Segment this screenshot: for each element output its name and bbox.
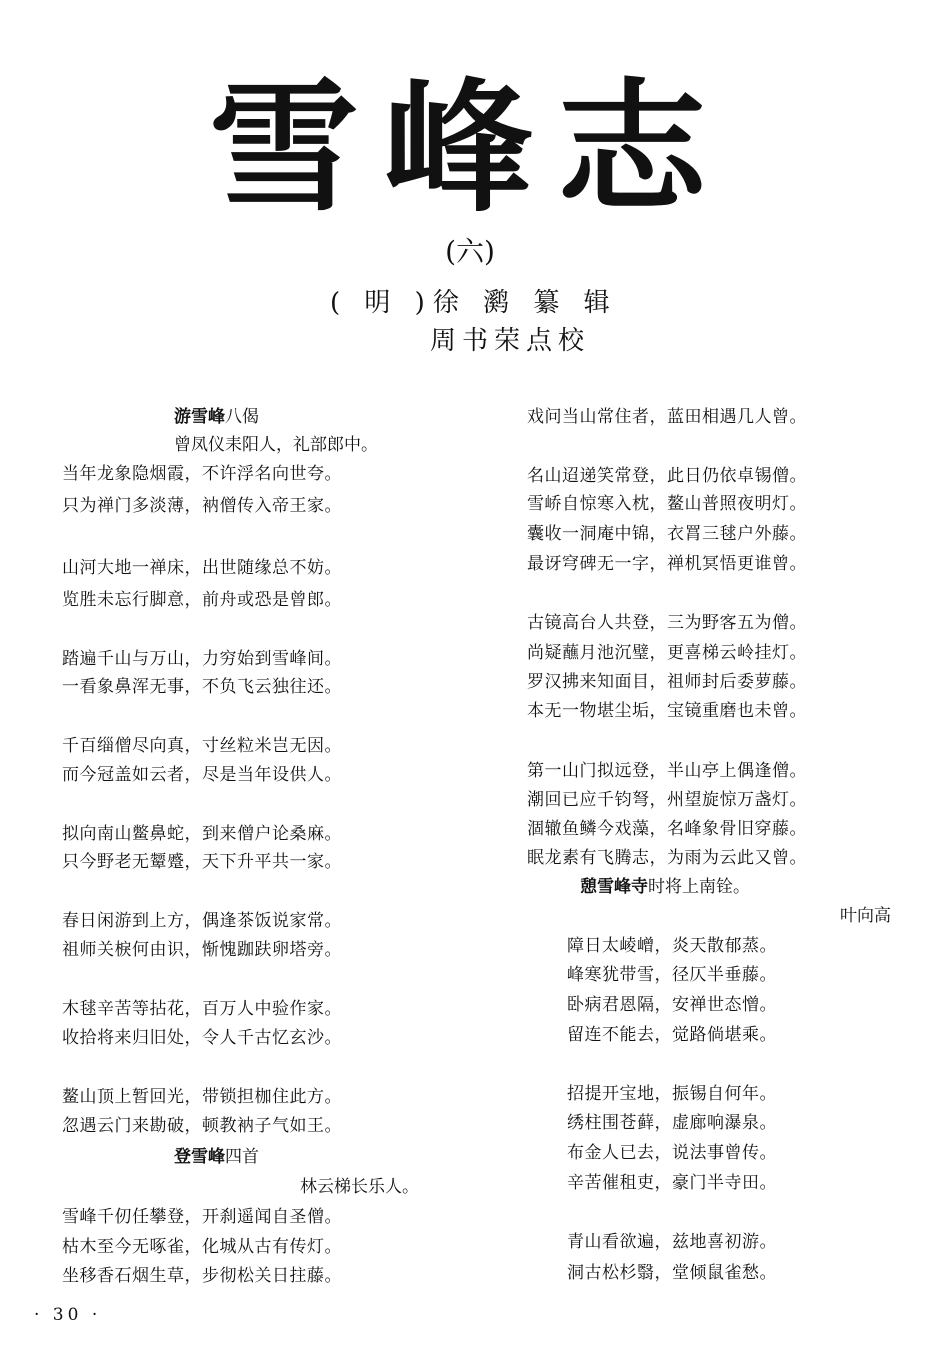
section-heading-qi-xuefeng-si: [580, 876, 750, 898]
section-heading-subtitle: 八偈: [225, 407, 259, 427]
verse-line: 峰寒犹带雪，径仄半垂藤。: [567, 965, 777, 985]
verse-line: 最讶穹碑无一字，禅机冥悟更谁曾。: [527, 554, 807, 574]
verse-line: 雪峤自惊寒入枕，鳌山普照夜明灯。: [527, 494, 807, 514]
verse-line: 雪峰千仞任攀登，开刹遥闻自圣僧。: [62, 1207, 342, 1227]
verse-line: 只为禅门多淡薄，衲僧传入帝王家。: [62, 496, 342, 516]
verse-line: 古镜高台人共登，三为野客五为僧。: [527, 613, 807, 633]
verse-line: 收拾将来归旧处，令人千古忆玄沙。: [62, 1028, 342, 1048]
verse-line: 木毬辛苦等拈花，百万人中验作家。: [62, 999, 342, 1019]
verse-line: 踏遍千山与万山，力穷始到雪峰间。: [62, 649, 342, 669]
verse-line: 眠龙素有飞腾志，为雨为云此又曾。: [527, 848, 807, 868]
section-heading-subtitle: 时将上南铨。: [648, 877, 750, 897]
verse-line: 春日闲游到上方，偶逢茶饭说家常。: [62, 911, 342, 931]
section-heading-subtitle: 四首: [225, 1147, 259, 1167]
verse-line: 名山迢递笑常登，此日仍依卓锡僧。: [527, 466, 807, 486]
verse-line: 绣柱围苍藓，虚廊响瀑泉。: [567, 1113, 777, 1133]
verse-line: 戏问当山常住者，蓝田相遇几人曾。: [527, 407, 807, 427]
verse-line: 涸辙鱼鳞今戏藻，名峰象骨旧穿藤。: [527, 819, 807, 839]
verse-line: 第一山门拟远登，半山亭上偶逢僧。: [527, 761, 807, 781]
editor-credit: 周书荣点校: [430, 326, 591, 356]
compiler-credit: ( 明 )徐 㶉 纂 辑: [330, 288, 618, 318]
verse-line: 招提开宝地，振锡自何年。: [567, 1084, 777, 1104]
section-heading-title: 憩雪峰寺: [580, 877, 648, 897]
verse-line: 辛苦催租吏，豪门半寺田。: [567, 1173, 777, 1193]
section-heading-you-xuefeng: [174, 406, 259, 428]
verse-line: 只今野老无颦蹙，天下升平共一家。: [62, 852, 342, 872]
verse-line: 青山看欲遍，兹地喜初游。: [567, 1232, 777, 1252]
verse-line: 鳌山顶上暂回光，带锁担枷住此方。: [62, 1087, 342, 1107]
verse-line: 枯木至今无啄雀，化城从古有传灯。: [62, 1237, 342, 1257]
verse-line: 卧病君恩隔，安禅世态憎。: [567, 995, 777, 1015]
page-title: 雪峰志: [208, 64, 731, 232]
author-line: 林云梯长乐人。: [300, 1177, 419, 1197]
author-line: 曾凤仪耒阳人，礼部郎中。: [174, 435, 378, 455]
section-heading-deng-xuefeng: [174, 1146, 259, 1168]
section-heading-title: 游雪峰: [174, 407, 225, 427]
verse-line: 一看象鼻浑无事，不负飞云独往还。: [62, 677, 342, 697]
verse-line: 祖师关棙何由识，惭愧跏趺卵塔旁。: [62, 940, 342, 960]
verse-line: 罗汉拂来知面目，祖师封后委萝藤。: [527, 672, 807, 692]
author-line: 叶向高: [840, 906, 891, 926]
verse-line: 千百缁僧尽向真，寸丝粒米岂无因。: [62, 736, 342, 756]
section-heading-title: 登雪峰: [174, 1147, 225, 1167]
verse-line: 览胜未忘行脚意，前舟或恐是曾郎。: [62, 590, 342, 610]
verse-line: 拟向南山鳖鼻蛇，到来僧户论桑麻。: [62, 824, 342, 844]
verse-line: 囊收一洞庵中锦，衣罥三毬户外藤。: [527, 524, 807, 544]
verse-line: 布金人已去，说法事曾传。: [567, 1143, 777, 1163]
verse-line: 洞古松杉翳，堂倾鼠雀愁。: [567, 1263, 777, 1283]
verse-line: 山河大地一禅床，出世随缘总不妨。: [62, 558, 342, 578]
verse-line: 忽遇云门来勘破，顿教衲子气如王。: [62, 1116, 342, 1136]
page-number: · 30 ·: [34, 1305, 102, 1325]
verse-line: 本无一物堪尘垢，宝镜重磨也未曾。: [527, 701, 807, 721]
verse-line: 坐移香石烟生草，步彻松关日拄藤。: [62, 1266, 342, 1286]
verse-line: 潮回已应千钧弩，州望旋惊万盏灯。: [527, 790, 807, 810]
verse-line: 留连不能去，觉路倘堪乘。: [567, 1025, 777, 1045]
verse-line: 尚疑蘸月池沉璧，更喜梯云岭挂灯。: [527, 643, 807, 663]
volume-number: (六): [445, 235, 495, 268]
verse-line: 障日太崚嶒，炎天散郁蒸。: [567, 936, 777, 956]
verse-line: 当年龙象隐烟霞，不许浮名向世夸。: [62, 464, 342, 484]
verse-line: 而今冠盖如云者，尽是当年设供人。: [62, 765, 342, 785]
